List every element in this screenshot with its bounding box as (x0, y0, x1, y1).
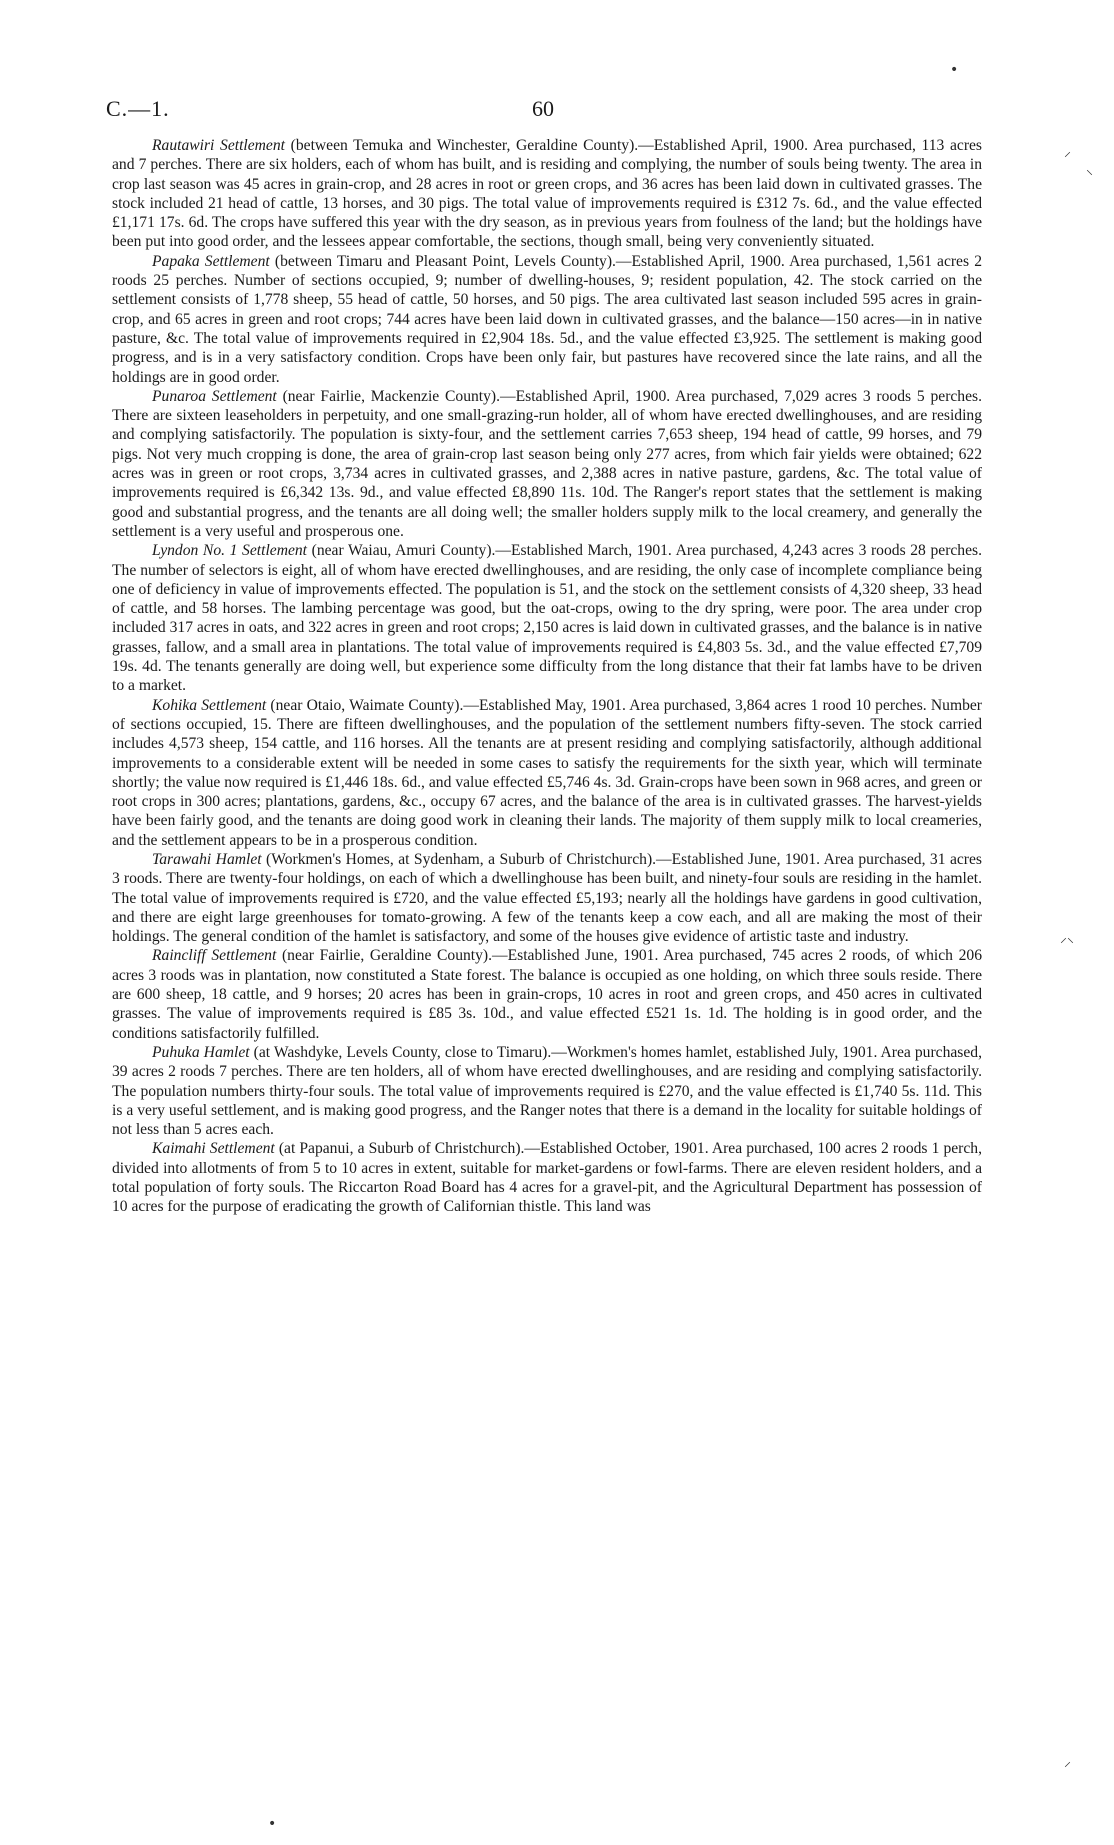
paragraph-kaimahi (112, 1139, 982, 1216)
paragraph-text: (near Fairlie, Mackenzie County).—Established April, 1900. Area purchased, 7,029 acres 3 roods 5 perches. There are sixteen leaseholders in perpetuity, and one small-grazing-run holder, all of whom have erected dwellinghouses, and are residing and complying satisfactorily. The population is sixty-four, and the settlement carries 7,653 sheep, 194 head of cattle, 99 horses, and 79 pigs. Not very much cropping is done, the area of grain-crop last season being only 277 acres, from which fair yields were obtained; 622 acres was in green or root crops, 3,734 acres in cultivated grasses, and 2,388 acres in native pasture, gardens, &c. The total value of improvements required is £6,342 13s. 9d., and value effected £8,890 11s. 10d. The Ranger's report states that the settlement is making good and substantial progress, and the tenants are all doing well; the smaller holders supply milk to the local creamery, and generally the settlement is a very useful and prosperous one. (112, 387, 982, 540)
paragraph-text: (at Papanui, a Suburb of Christchurch).—Established October, 1901. Area purchased, 100 acres 2 roods 1 perch, divided into allotments of from 5 to 10 acres in extent, suitable for market-gardens or fowl-farms. There are eleven resident holders, and a total population of forty souls. The Riccarton Road Board has 4 acres for a gravel-pit, and the Agricultural Department has possession of 10 acres for the purpose of eradicating the growth of Californian thistle. This land was (112, 1140, 982, 1216)
paragraph-lyndon (112, 541, 982, 695)
paragraph-text: (Workmen's Homes, at Sydenham, a Suburb of Christchurch).—Established June, 1901. Area purchased, 31 acres 3 roods. There are twenty-four holdings, on each of which a dwellinghouse has been built, and ninety-four souls are residing in the hamlet. The total value of improvements required is £720, and the value effected £5,193; nearly all the holdings have gardens in good cultivation, and there are eight large greenhouses for tomato-growing. A few of the tenants keep a cow each, and all are making the most of their holdings. The general condition of the hamlet is satisfactory, and some of the houses give evidence of artistic taste and industry. (112, 850, 982, 946)
settlement-name: Kaimahi Settlement (152, 1140, 275, 1158)
page-number: 60 (532, 96, 554, 121)
paragraph-tarawahi (112, 850, 982, 946)
settlement-name: Tarawahi Hamlet (152, 850, 262, 868)
paragraph-raincliff (112, 946, 982, 1042)
paragraph-puhuka (112, 1043, 982, 1139)
paragraph-text: (near Waiau, Amuri County).—Established March, 1901. Area purchased, 4,243 acres 3 roods 28 perches. The number of selectors is eight, all of whom have erected dwellinghouses, and are residing, the only case of incomplete compliance being one of deficiency in value of improvements effected. The population is 51, and the stock on the settlement consists of 4,320 sheep, 33 head of cattle, and 58 horses. The lambing percentage was good, but the oat-crops, owing to the dry spring, were poor. The area under crop included 317 acres in oats, and 322 acres in green and root crops; 2,150 acres is laid down in cultivated grasses, and the balance is in native grasses, fallow, and a small area in plantations. The total value of improvements required is £4,803 5s. 3d., and the value effected £7,709 19s. 4d. The tenants generally are doing well, but experience some difficulty from the long distance that their fat lambs have to be driven to a market. (112, 542, 982, 695)
paragraph-text: (at Washdyke, Levels County, close to Timaru).—Workmen's homes hamlet, established July, 1901. Area purchased, 39 acres 2 roods 7 perches. There are ten holders, all of whom have erected dwellinghouses, and are residing and complying satisfactorily. The population numbers thirty-four souls. The total value of improvements required is £270, and the value effected is £1,740 5s. 11d. This is a very useful settlement, and is making good progress, and the Ranger notes that there is a demand in the locality for suitable holdings of not less than 5 acres each. (112, 1043, 982, 1139)
margin-mark-right-3: ⸝⸜ (1060, 930, 1074, 946)
margin-mark-right-2: ⸜ (1086, 162, 1093, 178)
paragraph-papaka (112, 252, 982, 387)
paragraph-text: (near Otaio, Waimate County).—Established May, 1901. Area purchased, 3,864 acres 1 rood 10 perches. Number of sections occupied, 15. There are fifteen dwellinghouses, and the population of the settlement numbers fifty-seven. The stock carried includes 4,573 sheep, 154 cattle, and 116 horses. All the tenants are at present residing and complying satisfactorily, although additional improvements to a considerable extent will be needed in some cases to satisfy the requirements for the sixth year, which will terminate shortly; the value now required is £1,446 18s. 6d., and value effected £5,746 4s. 3d. Grain-crops have been sown in 968 acres, and green or root crops in 300 acres; plantations, gardens, &c., occupy 67 acres, and the balance of the area is in cultivated grasses. The harvest-yields have been fairly good, and the tenants are doing good work in cleaning their lands. The majority of them supply milk to local creameries, and the settlement appears to be in a prosperous condition. (112, 696, 982, 849)
settlement-name: Papaka Settlement (152, 252, 270, 270)
margin-mark-right-1: ⸝ (1064, 144, 1071, 160)
document-page (106, 96, 982, 1217)
settlement-name: Raincliff Settlement (152, 947, 277, 965)
margin-mark-bottom: • (268, 1816, 277, 1832)
settlement-name: Lyndon No. 1 Settlement (152, 542, 308, 560)
page-header (106, 96, 982, 136)
margin-mark-top: • (950, 62, 959, 78)
paragraph-text: (between Timaru and Pleasant Point, Levels County).—Established April, 1900. Area purchased, 1,561 acres 2 roods 25 perches. Number of sections occupied, 9; number of dwelling-houses, 9; resident population, 42. The stock carried on the settlement consists of 1,778 sheep, 55 head of cattle, 50 horses, and 50 pigs. The area cultivated last season included 595 acres in grain-crop, and 65 acres in green and root crops; 744 acres have been laid down in cultivated grasses, and the balance—150 acres—in in native pasture, &c. The total value of improvements required in £2,904 18s. 5d., and the value effected £3,925. The settlement is making good progress, and is in a very satisfactory condition. Crops have been only fair, but pastures have recovered since the late rains, and all the holdings are in good order. (112, 252, 982, 386)
paragraph-text: (near Fairlie, Geraldine County).—Established June, 1901. Area purchased, 745 acres 2 roods, of which 206 acres 3 roods was in plantation, now constituted a State forest. The balance is occupied as one holding, on which three souls reside. There are 600 sheep, 18 cattle, and 9 horses; 20 acres has been in grain-crops, 10 acres in root and green crops, and 450 acres in cultivated grasses. The value of improvements required is £85 3s. 10d., and value effected £521 1s. 1d. The holding is in good order, and the conditions satisfactorily fulfilled. (112, 947, 982, 1042)
settlement-name: Rautawiri Settlement (152, 137, 285, 154)
paragraph-kohika (112, 696, 982, 850)
paragraph-rautawiri (112, 136, 982, 252)
settlement-name: Kohika Settlement (152, 696, 267, 714)
paragraph-text: (between Temuka and Winchester, Geraldine County).—Established April, 1900. Area purchased, 113 acres and 7 perches. There are six holders, each of whom has built, and is residing and complying, the number of souls being twenty. The area in crop last season was 45 acres in grain-crop, and 28 acres in root or green crops, and 36 acres has been laid down in cultivated grasses. The stock included 21 head of cattle, 13 horses, and 30 pigs. The total value of improvements required is £312 7s. 6d., and the value effected £1,171 17s. 6d. The crops have suffered this year with the dry season, as in previous years from foulness of the land; but the holdings have been put into good order, and the lessees appear comfortable, the sections, though small, being very conveniently situated. (112, 137, 982, 251)
margin-mark-right-4: ⸝ (1064, 1754, 1071, 1770)
paragraph-punaroa (112, 387, 982, 541)
settlement-name: Puhuka Hamlet (152, 1043, 250, 1061)
settlement-name: Punaroa Settlement (152, 387, 277, 405)
document-reference: C.—1. (106, 96, 170, 121)
